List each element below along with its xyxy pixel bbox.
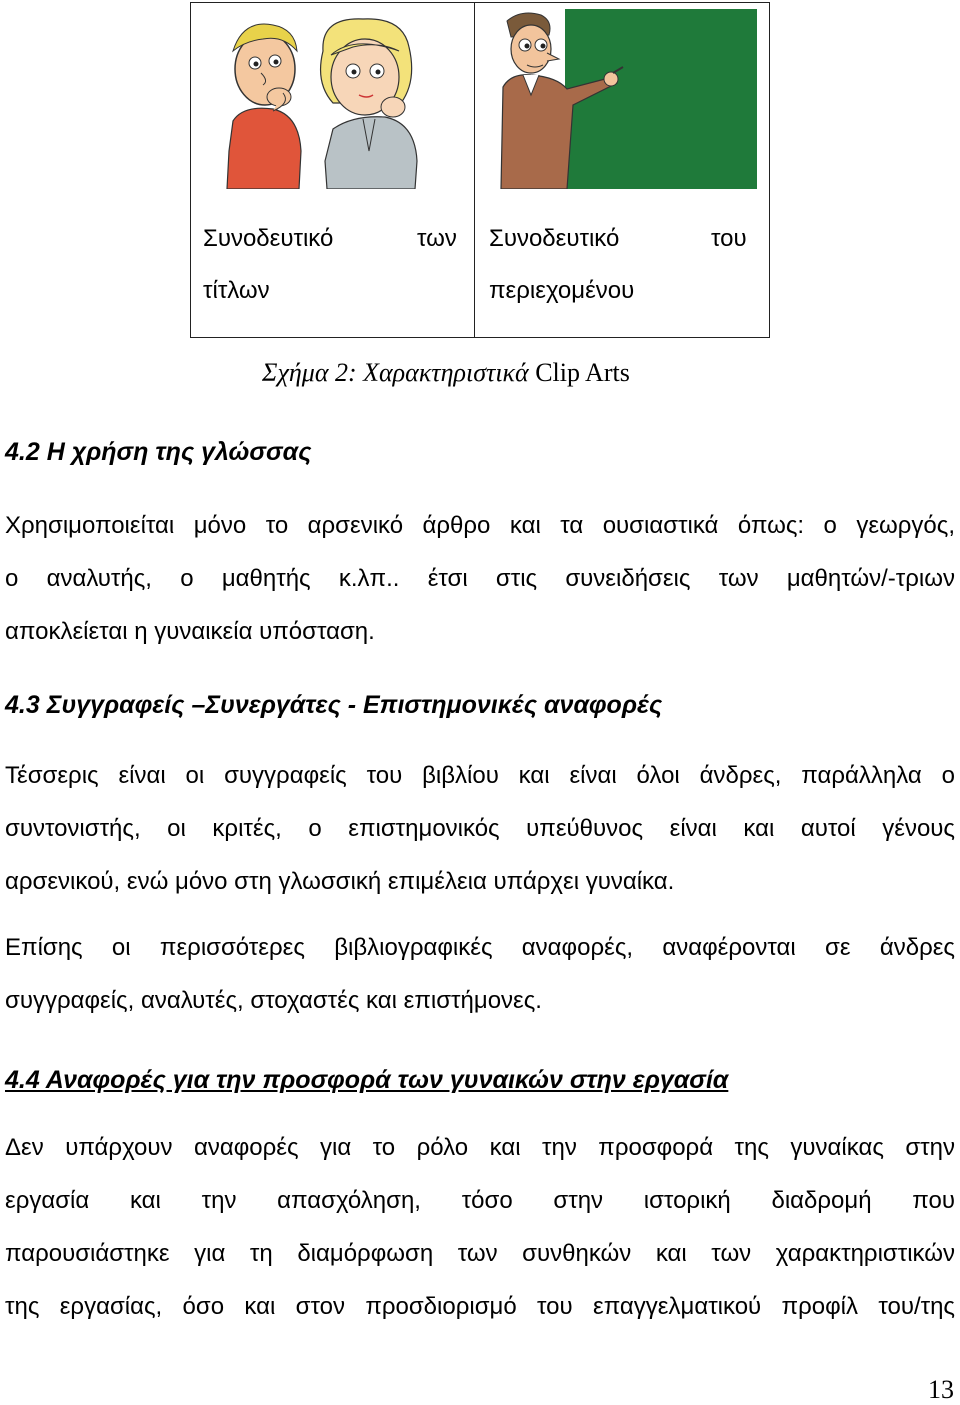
figure-title-suffix: Clip Arts — [535, 358, 630, 387]
figure-cell-right — [475, 3, 768, 337]
figure-table — [190, 2, 770, 338]
right-caption-word1: Συνοδευτικό — [489, 225, 620, 252]
section-44-line-3: παρουσιάστηκε για τη διαμόρφωση των συνθηκών και των χαρακτηριστικών — [5, 1240, 955, 1267]
section-44-line-4: της εργασίας, όσο και στον προσδιορισμό του επαγγελματικού προφίλ του/της — [5, 1293, 955, 1320]
section-42-heading: 4.2 Η χρήση της γλώσσας — [5, 438, 312, 466]
section-42-line-3: αποκλείεται η γυναικεία υπόσταση. — [5, 618, 375, 645]
section-42-paragraph — [5, 499, 955, 658]
section-43-p2-line-1: Επίσης οι περισσότερες βιβλιογραφικές αναφορές, αναφέρονται σε άνδρες — [5, 934, 955, 961]
left-caption-word2: των — [417, 225, 457, 252]
page-number: 13 — [928, 1375, 954, 1404]
section-43-paragraph-2 — [5, 921, 955, 1027]
section-43-p1-line-1: Τέσσερις είναι οι συγγραφείς του βιβλίου και είναι όλοι άνδρες, παράλληλα ο — [5, 762, 955, 789]
figure-title-text: Χαρακτηριστικά — [363, 358, 529, 387]
right-caption-word2: του — [711, 225, 747, 252]
figure-cell-left — [191, 3, 475, 337]
left-caption-line2: τίτλων — [203, 277, 270, 304]
figure-title — [262, 358, 630, 388]
section-44-line-1: Δεν υπάρχουν αναφορές για το ρόλο και την προσφορά της γυναίκας στην — [5, 1134, 955, 1161]
section-43-heading: 4.3 Συγγραφείς –Συνεργάτες - Επιστημονικές αναφορές — [5, 691, 663, 719]
section-44-line-2: εργασία και την απασχόληση, τόσο στην ιστορική διαδρομή που — [5, 1187, 955, 1214]
section-42-line-2: ο αναλυτής, ο μαθητής κ.λπ.. έτσι στις συνειδήσεις των μαθητών/-τριων — [5, 565, 955, 592]
clipart-teacher-pointing — [487, 9, 757, 189]
section-42-line-1: Χρησιμοποιείται μόνο το αρσενικό άρθρο και τα ουσιαστικά όπως: ο γεωργός, — [5, 512, 955, 539]
section-43-p2-line-2: συγγραφείς, αναλυτές, στοχαστές και επιστήμονες. — [5, 987, 542, 1014]
figure-title-prefix: Σχήμα 2: — [262, 358, 357, 387]
section-44-heading: 4.4 Αναφορές για την προσφορά των γυναικών στην εργασία — [5, 1066, 729, 1094]
section-43-p1-line-3: αρσενικού, ενώ μόνο στη γλωσσική επιμέλεια υπάρχει γυναίκα. — [5, 868, 675, 895]
left-caption-word1: Συνοδευτικό — [203, 225, 334, 252]
section-43-p1-line-2: συντονιστής, οι κριτές, ο επιστημονικός υπεύθυνος είναι και αυτοί γένους — [5, 815, 955, 842]
clipart-two-thinking-people — [203, 11, 463, 189]
section-44-paragraph — [5, 1121, 955, 1333]
right-caption-line2: περιεχομένου — [489, 277, 635, 304]
section-43-paragraph-1 — [5, 749, 955, 908]
